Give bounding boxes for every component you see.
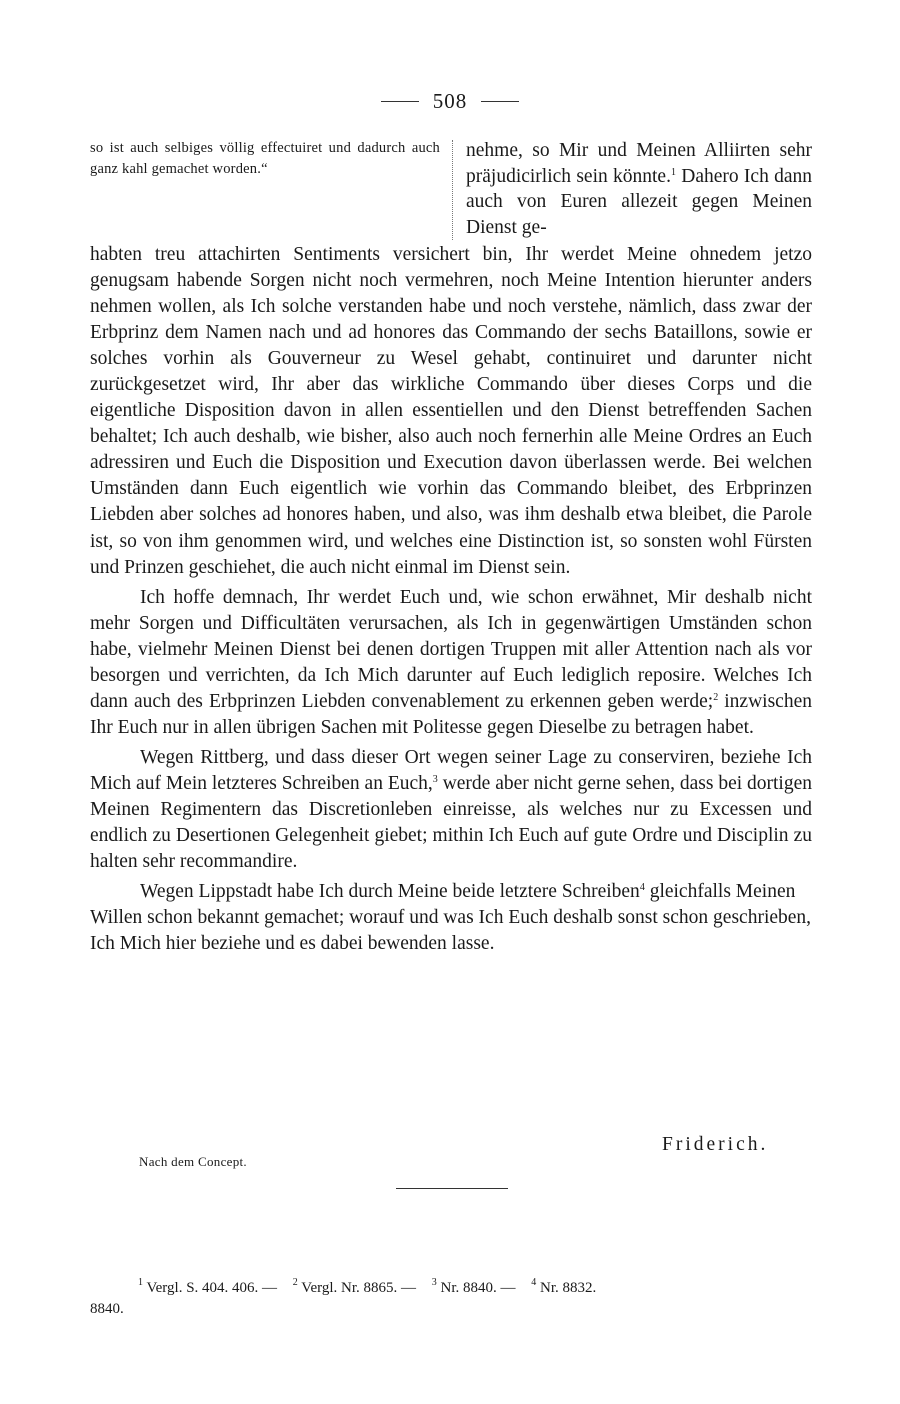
page-number: 508: [432, 88, 468, 113]
footnote-number: 4: [531, 1277, 537, 1288]
footnote-number: 3: [431, 1277, 437, 1288]
footnote-text: Vergl. S. 404. 406. —: [146, 1280, 278, 1296]
letter-text-part: Dahero Ich dann auch von Euren allezeit gegen Meinen Dienst ge-: [466, 165, 812, 238]
two-column-block: [90, 138, 812, 242]
letter-body: [90, 242, 812, 957]
paragraph-text: inzwischen Ihr Euch nur in allen übrigen Sachen mit Politesse gegen Dieselbe zu betragen habet.: [90, 690, 812, 738]
column-divider: [452, 140, 453, 240]
paragraph-text: Wegen Rittberg, und dass dieser Ort wegen seiner Lage zu conserviren, beziehe Ich Mich auf Mein letzteres Schreiben an Euch,: [90, 746, 812, 794]
footnote: [138, 1277, 283, 1296]
footnote: [531, 1277, 602, 1296]
footnote: [292, 1277, 422, 1296]
footnote-marker: 2: [713, 691, 719, 703]
footnote-line: [90, 1278, 812, 1299]
footnote-marker: 3: [432, 773, 438, 785]
footnote-text: Vergl. Nr. 8865. —: [301, 1280, 417, 1296]
source-note: Nach dem Concept.: [139, 1154, 247, 1169]
paragraph-text: Ich hoffe demnach, Ihr werdet Euch und, wie schon erwähnet, Mir deshalb nicht mehr Sorgen und Difficultäten verursachen, als Ich in gegenwärtigen Umständen schon habe, vielmehr Meinen Dienst bei denen dortigen Truppen mit aller Attention nach als vor besorgen und verrichten, da Ich Mich darunter auf Euch lediglich reposire. Welches Ich dann auch des Erbprinzen Liebden convenablement zu erkennen geben werde;: [90, 586, 812, 712]
footnote-number: 1: [138, 1277, 143, 1288]
signature: Friderich.: [662, 1134, 769, 1155]
footnote-text: Nr. 8832.: [540, 1280, 597, 1296]
footnote-text: Nr. 8840. —: [440, 1280, 516, 1296]
header-rule-right: [481, 101, 519, 102]
footnote-marker: 1: [670, 166, 676, 178]
paragraph-text: Wegen Lippstadt habe Ich durch Meine beide letztere Schreiben: [140, 881, 640, 903]
footnote-number: 2: [292, 1277, 298, 1288]
paragraph: [90, 585, 812, 741]
footnote-continuation: 8840.: [90, 1301, 124, 1317]
footnote: [431, 1277, 522, 1296]
page-header: [0, 86, 900, 116]
footnote-marker: 4: [639, 882, 645, 894]
letter-text-column: [466, 138, 812, 240]
footnotes: [90, 1278, 812, 1320]
header-rule-left: [381, 101, 419, 102]
letter-text-part: nehme, so Mir und Meinen Alliirten sehr präjudicirlich sein könnte.: [466, 140, 812, 187]
section-end-rule: [396, 1188, 508, 1189]
paragraph: [90, 745, 812, 875]
paragraph: [90, 879, 812, 957]
paragraph-text: werde aber nicht gerne sehen, dass bei dortigen Meinen Regimentern das Discretionleben einreisse, als welches nur zu Excessen und endlich zu Desertionen Gelegenheit giebet; mithin Ich Euch auf gute Ordre und Disciplin zu halten sehr recommandire.: [90, 772, 813, 873]
paragraph-text: gleichfalls Meinen Willen schon bekannt gemachet; worauf und was Ich Euch deshalb sonst schon geschrieben, Ich Mich hier beziehe und es dabei bewenden lasse.: [90, 881, 812, 955]
quoted-report-text: so ist auch selbiges völlig effectuiret und dadurch auch ganz kahl gemachet worden.“: [90, 140, 440, 177]
paragraph: habten treu attachirten Sentiments versichert bin, Ihr werdet Meine ohnedem jetzo genugsam habende Sorgen nicht noch vermehren, noch Meine Intention hierunter anders nehmen wollen, als Ich solche verstanden habe und noch verstehe, nämlich, dass zwar der Erbprinz dem Namen nach und ad honores das Commando der sechs Bataillons, sowie er solches vorhin als Gouverneur zu Wesel gehabt, continuiret und darunter nicht zurückgesetzet wird, Ihr aber das wirkliche Commando über dieses Corps und die eigentliche Disposition davon in allen essentiellen und den Dienst betreffenden Sachen behaltet; Ich auch deshalb, wie bisher, also auch noch fernerhin alle Meine Ordres an Euch adressiren und Euch die Disposition und Execution davon überlassen werde. Bei welchen Umständen dann Euch eigentlich wie vorhin das Commando bleibet, des Erbprinzen Liebden aber solches ad honores haben, und also, was ihm deshalb etwa bleibet, die Parole ist, so von ihm genommen wird, und welches eine Distinction ist, so sonsten wohl Fürsten und Prinzen geschiehet, die auch nicht einmal im Dienst sein.: [90, 244, 812, 578]
